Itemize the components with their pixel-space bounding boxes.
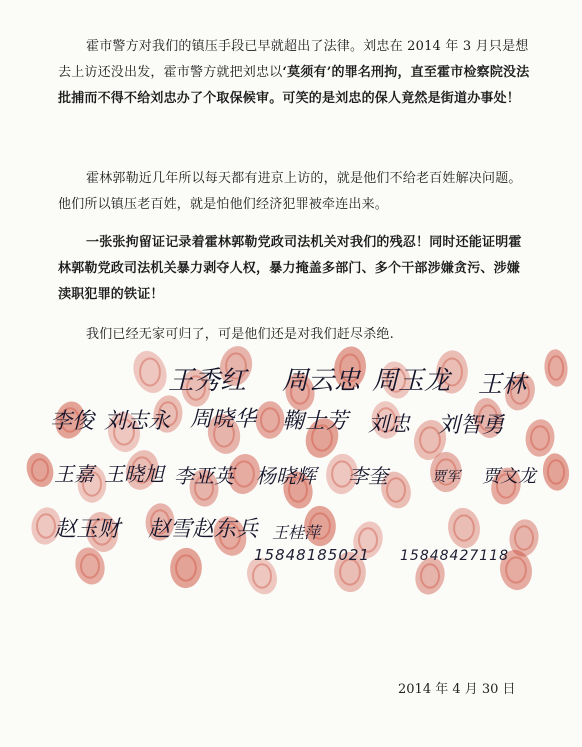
signature: 李俊 (50, 409, 95, 434)
fingerprint-mark (23, 450, 58, 491)
fingerprint-mark (446, 506, 483, 550)
signature: 刘忠 (368, 412, 410, 436)
signature: 刘智勇 (438, 413, 505, 438)
signature: 贾军 (432, 469, 460, 485)
signature: 周玉龙 (372, 366, 451, 396)
fingerprint-mark (169, 547, 203, 589)
paragraph-3 (58, 230, 530, 308)
signature: 赵玉财 (54, 517, 121, 542)
paragraph-text-segment: 我们已经无家可归了，可是他们还是对我们赶尽杀绝. (86, 327, 394, 342)
fingerprint-mark (255, 401, 284, 439)
document-date: 2014 年 4 月 30 日 (398, 682, 516, 697)
signature: 鞠士芳 (282, 409, 349, 434)
signature: 周云忠 (282, 366, 361, 396)
fingerprint-mark (128, 346, 173, 397)
signature: 杨晓辉 (256, 464, 316, 488)
fingerprint-mark (543, 349, 569, 388)
fingerprint-mark (541, 452, 571, 492)
paragraph-text-segment: 霍市警方对我们的镇压手段已早就超出了法律。刘忠在 2014 年 3 月只是想去上访还没出发，霍市警方就把刘忠以 (58, 39, 529, 80)
paragraph-4 (58, 322, 530, 348)
signature: 赵雪 (148, 517, 193, 542)
signature: 王林 (478, 370, 526, 398)
signature: 王桂萍 (272, 523, 321, 542)
signature: 王嘉 (54, 462, 94, 486)
paragraph-2 (58, 166, 530, 218)
signature: 贾文龙 (482, 466, 536, 487)
signature: 王晓旭 (104, 462, 164, 486)
signature: 赵东兵 (192, 517, 259, 542)
paragraph-1 (58, 34, 530, 112)
signature: 王秀红 (168, 366, 247, 396)
paragraph-text-segment: 一张张拘留证记录着霍林郭勒党政司法机关对我们的残忍！同时还能证明霍林郭勒党政司法机关暴力剥夺人权，暴力掩盖多部门、多个干部涉嫌贪污、涉嫌渎职犯罪的铁证！ (58, 235, 522, 302)
paragraph-text-segment: 霍林郭勒近几年所以每天都有进京上访的，就是他们不给老百姓解决问题。他们所以镇压老百姓，就是怕他们经济犯罪被牵连出来。 (58, 171, 522, 212)
signature: 李亚英 (174, 464, 234, 488)
paragraph-text-segment: ‘莫须有’的罪名刑拘，直至霍市检察院没法批捕而不得不给刘忠办了个取保候审。可笑的是刘忠的保人竟然是街道办事处！ (58, 65, 530, 106)
fingerprint-mark (524, 418, 557, 458)
signature: 周晓华 (190, 407, 257, 432)
phone-number: 15848185021 (254, 546, 370, 564)
signature: 刘志永 (104, 409, 171, 434)
signature: 李奎 (348, 464, 388, 488)
phone-number: 15848427118 (400, 548, 509, 564)
